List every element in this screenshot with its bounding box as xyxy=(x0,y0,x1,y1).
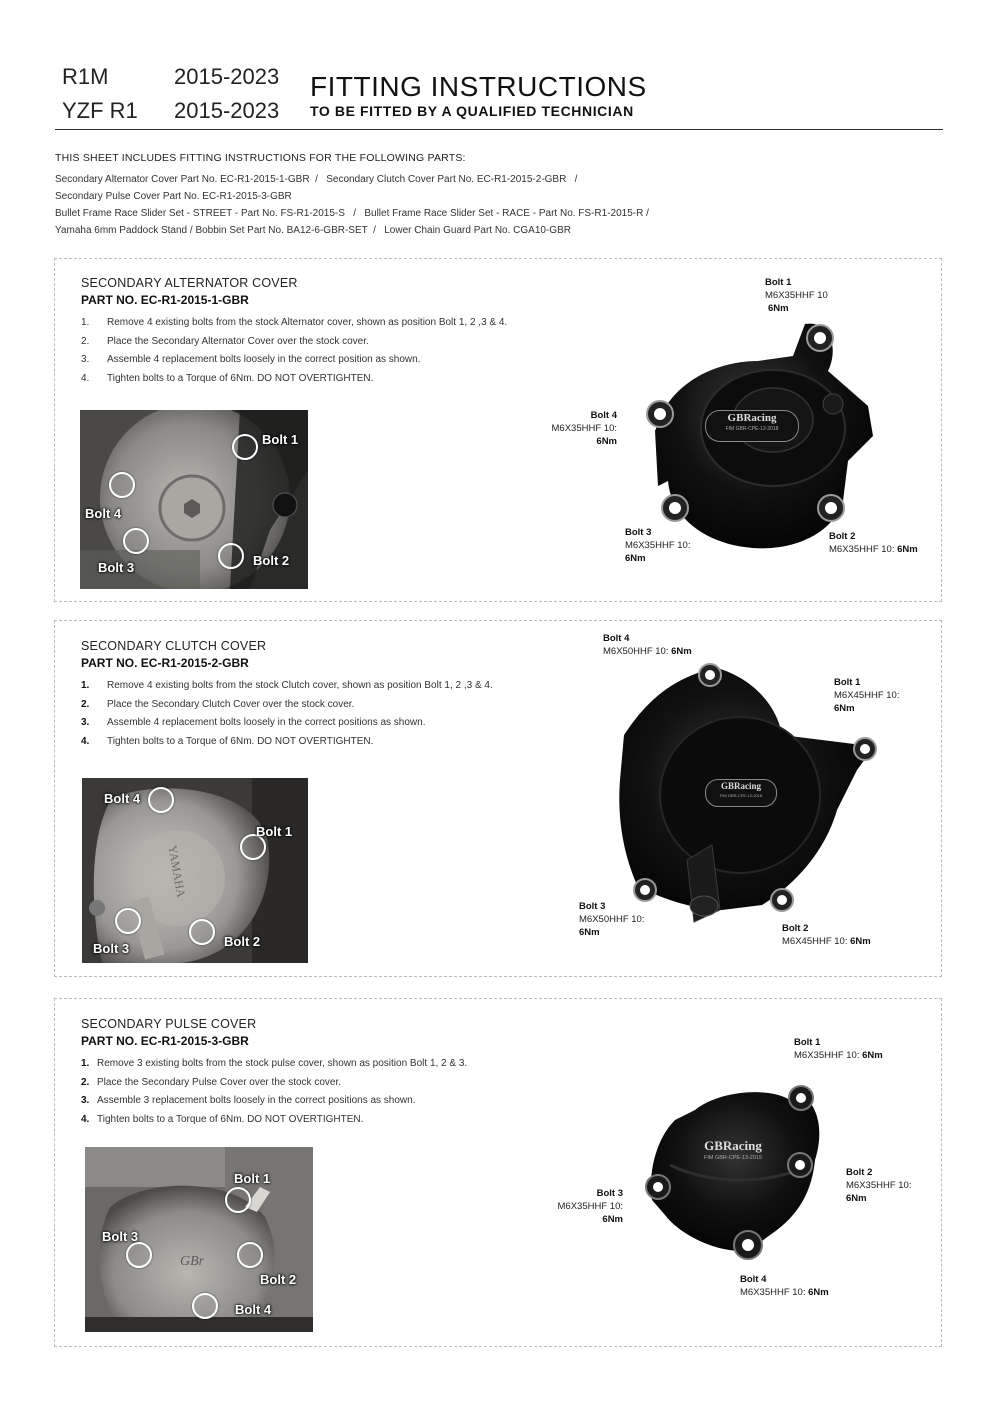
intro-line: Secondary Pulse Cover Part No. EC-R1-2015-3-GBR xyxy=(55,191,292,202)
step-item: 2. Place the Secondary Alternator Cover over the stock cover. xyxy=(81,335,369,347)
bolt-spec-label: Bolt 1 M6X35HHF 10: 6Nm xyxy=(794,1037,883,1061)
bolt-spec-label: Bolt 2 M6X35HHF 10: 6Nm xyxy=(829,531,918,555)
clutch-engine-photo xyxy=(82,778,308,963)
step-item: 2. Place the Secondary Pulse Cover over the stock cover. xyxy=(81,1076,342,1088)
bolt-spec-label: Bolt 1 M6X35HHF 10 6Nm xyxy=(765,277,828,314)
bolt-spec-label: Bolt 2 M6X45HHF 10: 6Nm xyxy=(782,923,871,947)
photo-bolt-label: Bolt 2 xyxy=(253,553,290,568)
intro-line: Secondary Alternator Cover Part No. EC-R1-2015-1-GBR / Secondary Clutch Cover Part No. EC-R1-2015-2-GBR / xyxy=(55,174,578,185)
header-divider xyxy=(55,129,943,130)
step-item: 3. Assemble 4 replacement bolts loosely in the correct position as shown. xyxy=(81,354,421,365)
alternator-cover-product-image xyxy=(633,316,883,552)
step-item: 1. Remove 4 existing bolts from the stock Clutch cover, shown as position Bolt 1, 2 ,3 & 4. xyxy=(81,680,493,691)
steps-list xyxy=(81,1055,467,1129)
gbracing-badge: GBRacing FIM GBR-CPE-13-2018 xyxy=(705,410,799,442)
intro-line: Yamaha 6mm Paddock Stand / Bobbin Set Part No. BA12-6-GBR-SET / Lower Chain Guard Part No. CGA10-GBR xyxy=(55,225,571,236)
bolt-spec-label: Bolt 3 M6X35HHF 10: 6Nm xyxy=(625,527,691,564)
steps-list xyxy=(81,314,507,388)
photo-bolt-label: Bolt 2 xyxy=(260,1272,297,1287)
bolt-spec-label: Bolt 2 M6X35HHF 10: 6Nm xyxy=(846,1167,912,1204)
model-years-1: 2015-2023 xyxy=(174,64,280,89)
svg-text:GBr: GBr xyxy=(180,1254,205,1269)
bolt-spec-label: Bolt 3 M6X35HHF 10: 6Nm xyxy=(557,1188,623,1225)
photo-bolt-label: Bolt 1 xyxy=(234,1171,271,1186)
section-title: SECONDARY PULSE COVER xyxy=(81,1017,257,1031)
model-years-2: 2015-2023 xyxy=(174,98,280,123)
yamaha-embossed-text: YAMAHA xyxy=(165,844,189,899)
section-title: SECONDARY ALTERNATOR COVER xyxy=(81,276,298,290)
step-item: 1. Remove 3 existing bolts from the stock pulse cover, shown as position Bolt 1, 2 & 3. xyxy=(81,1058,468,1069)
gbracing-badge: GBRacing FIM GBR-CPE-13-2015 xyxy=(703,1138,763,1161)
section-part-number: PART NO. EC-R1-2015-2-GBR xyxy=(81,656,249,670)
step-item: 4. Tighten bolts to a Torque of 6Nm. DO NOT OVERTIGHTEN. xyxy=(81,735,374,747)
model-name-2: YZF R1 xyxy=(62,98,138,123)
alternator-engine-photo xyxy=(80,410,308,589)
step-item: 4. Tighten bolts to a Torque of 6Nm. DO NOT OVERTIGHTEN. xyxy=(81,1113,364,1125)
photo-bolt-label: Bolt 3 xyxy=(98,560,135,575)
pulse-engine-photo xyxy=(85,1147,313,1332)
section-title: SECONDARY CLUTCH COVER xyxy=(81,639,267,653)
model-name-1: R1M xyxy=(62,64,109,89)
bolt-spec-label: Bolt 4 M6X35HHF 10: 6Nm xyxy=(551,410,617,447)
step-item: 4. Tighten bolts to a Torque of 6Nm. DO NOT OVERTIGHTEN. xyxy=(81,372,374,384)
step-item: 3. Assemble 3 replacement bolts loosely in the correct positions as shown. xyxy=(81,1095,416,1106)
intro-line: Bullet Frame Race Slider Set - STREET - Part No. FS-R1-2015-S / Bullet Frame Race Slider Set - RACE - Part No. FS-R1-2015-R / xyxy=(55,208,649,219)
section-part-number: PART NO. EC-R1-2015-3-GBR xyxy=(81,1034,249,1048)
bolt-spec-label: Bolt 4 M6X50HHF 10: 6Nm xyxy=(603,633,692,657)
bolt-spec-label: Bolt 3 M6X50HHF 10: 6Nm xyxy=(579,901,645,938)
bolt-spec-label: Bolt 1 M6X45HHF 10: 6Nm xyxy=(834,677,900,714)
photo-bolt-label: Bolt 3 xyxy=(93,941,130,956)
section-part-number: PART NO. EC-R1-2015-1-GBR xyxy=(81,293,249,307)
photo-bolt-label: Bolt 4 xyxy=(85,506,122,521)
photo-bolt-label: Bolt 1 xyxy=(256,824,293,839)
step-item: 2. Place the Secondary Clutch Cover over the stock cover. xyxy=(81,698,355,710)
photo-bolt-label: Bolt 4 xyxy=(104,791,141,806)
step-item: 1. Remove 4 existing bolts from the stock Alternator cover, shown as position Bolt 1, 2 ,3 & 4. xyxy=(81,317,508,328)
gbracing-badge: GBRacing FIM GBR-CPE-13-2018 xyxy=(705,779,777,807)
page-subtitle: TO BE FITTED BY A QUALIFIED TECHNICIAN xyxy=(310,103,634,119)
photo-bolt-label: Bolt 4 xyxy=(235,1302,272,1317)
photo-bolt-label: Bolt 3 xyxy=(102,1229,139,1244)
intro-heading: THIS SHEET INCLUDES FITTING INSTRUCTIONS FOR THE FOLLOWING PARTS: xyxy=(55,152,466,164)
bolt-spec-label: Bolt 4 M6X35HHF 10: 6Nm xyxy=(740,1274,829,1298)
steps-list xyxy=(81,677,493,751)
page-title: FITTING INSTRUCTIONS xyxy=(310,71,647,102)
step-item: 3. Assemble 4 replacement bolts loosely in the correct positions as shown. xyxy=(81,717,426,728)
photo-bolt-label: Bolt 2 xyxy=(224,934,261,949)
photo-bolt-label: Bolt 1 xyxy=(262,432,299,447)
pulse-cover-product-image xyxy=(640,1075,830,1271)
